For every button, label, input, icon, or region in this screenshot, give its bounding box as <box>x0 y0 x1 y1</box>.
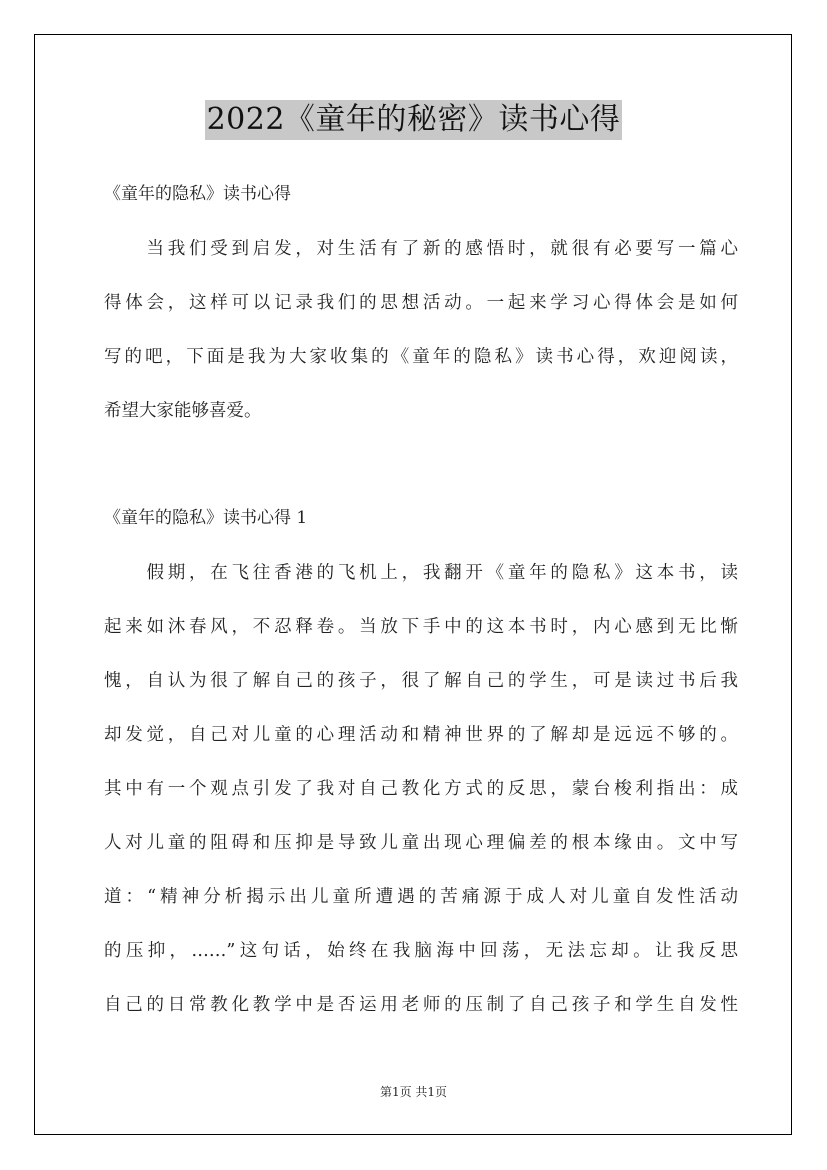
paragraph-line: 自己的日常教化教学中是否运用老师的压制了自己孩子和学生自发性 <box>104 995 738 1015</box>
paragraph-line: 人对儿童的阻碍和压抑是导致儿童出现心理偏差的根本缘由。文中写 <box>104 833 738 853</box>
paragraph-line: 起来如沐春风，不忍释卷。当放下手中的这本书时，内心感到无比惭 <box>104 617 738 637</box>
paragraph-line: 道：“精神分析揭示出儿童所遭遇的苦痛源于成人对儿童自发性活动 <box>104 887 738 907</box>
title-container <box>0 100 827 140</box>
paragraph-line: 得体会，这样可以记录我们的思想活动。一起来学习心得体会是如何 <box>104 293 738 313</box>
paragraph-line: 当我们受到启发，对生活有了新的感悟时，就很有必要写一篇心 <box>104 239 738 259</box>
section-heading: 《童年的隐私》读书心得 <box>104 184 291 204</box>
paragraph-line: 却发觉，自己对儿童的心理活动和精神世界的了解却是远远不够的。 <box>104 725 738 745</box>
paragraph-line: 假期，在飞往香港的飞机上，我翻开《童年的隐私》这本书，读 <box>104 563 738 583</box>
paragraph-line: 其中有一个观点引发了我对自己教化方式的反思，蒙台梭利指出：成 <box>104 779 738 799</box>
document-title: 2022《童年的秘密》读书心得 <box>205 100 623 140</box>
paragraph-line: 写的吧，下面是我为大家收集的《童年的隐私》读书心得，欢迎阅读， <box>104 347 738 367</box>
page-number-footer: 第1页 共1页 <box>379 1085 448 1099</box>
section-heading: 《童年的隐私》读书心得 1 <box>104 508 308 528</box>
paragraph-line: 愧，自认为很了解自己的孩子，很了解自己的学生，可是读过书后我 <box>104 671 738 691</box>
paragraph-line: 的压抑，……”这句话，始终在我脑海中回荡，无法忘却。让我反思 <box>104 941 738 961</box>
paragraph-line: 希望大家能够喜爱。 <box>104 401 262 421</box>
